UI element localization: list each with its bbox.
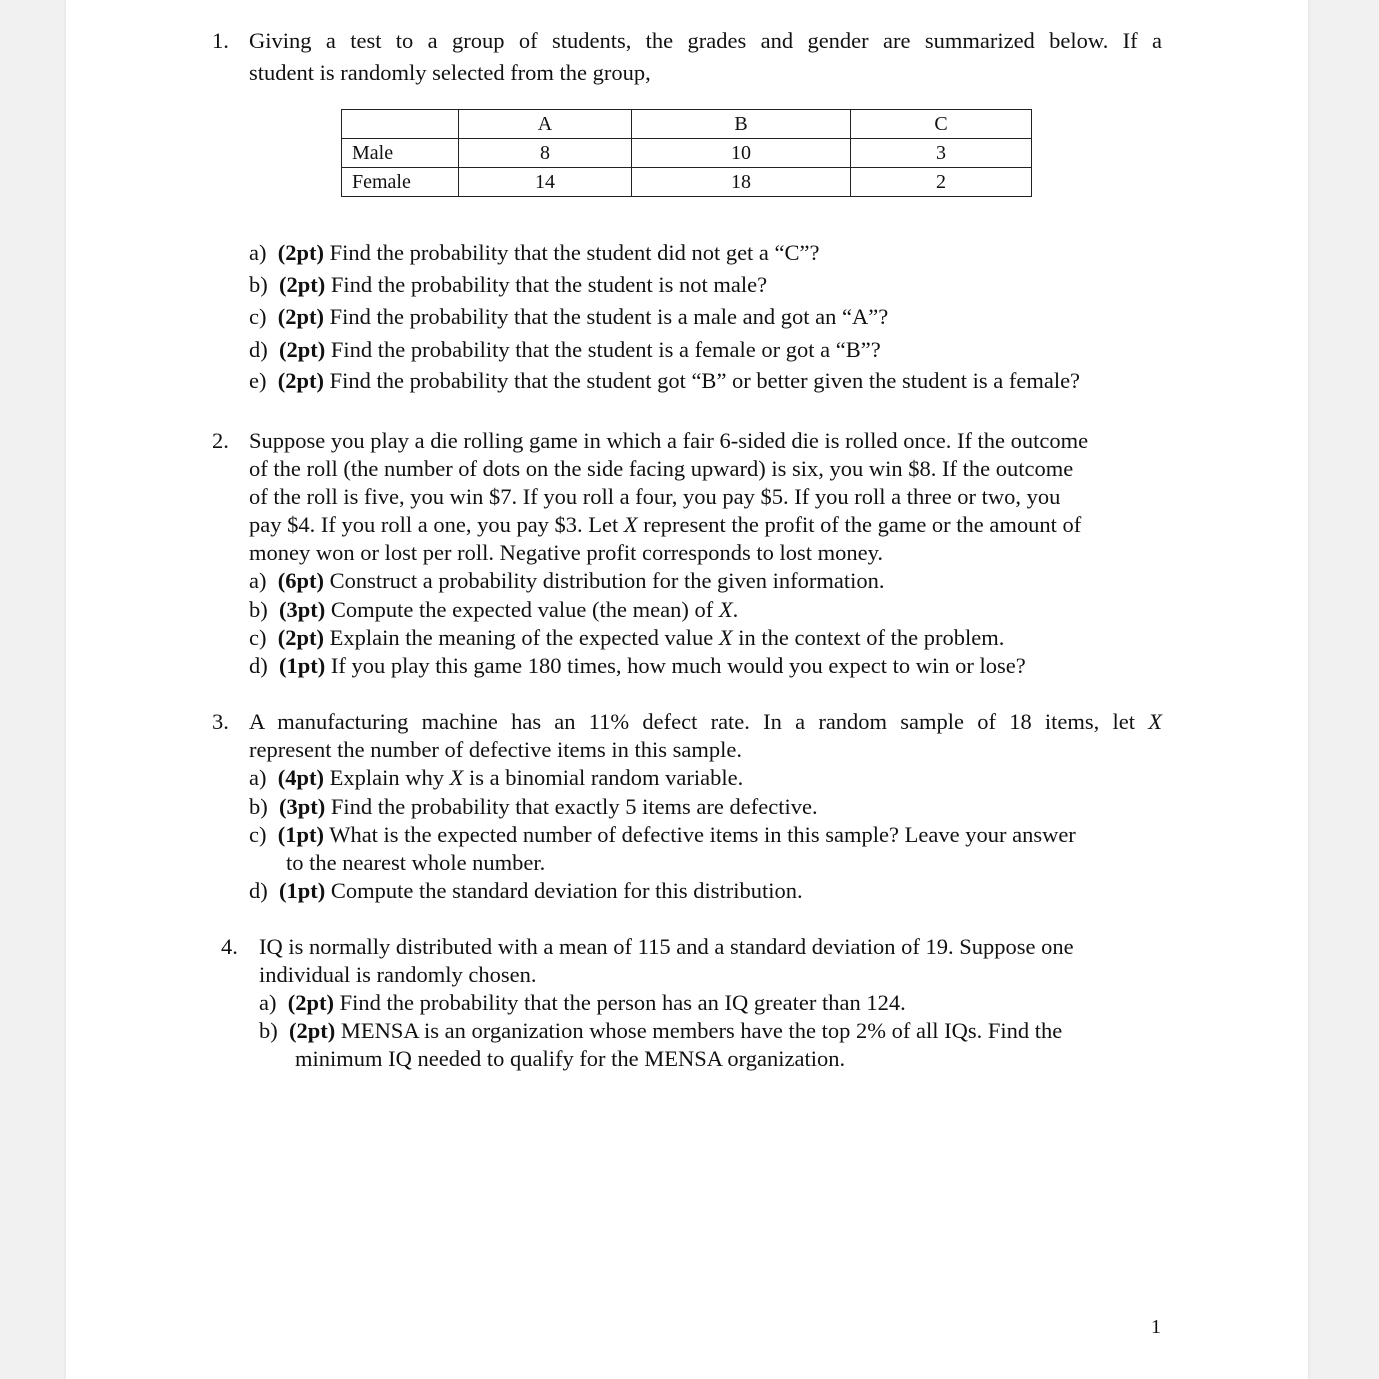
question-4-part-b-continued: minimum IQ needed to qualify for the MENSA organization. bbox=[295, 1046, 846, 1071]
table-cell: 2 bbox=[851, 168, 1032, 197]
question-2-text-line-2: of the roll (the number of dots on the side facing upward) is six, you win $8. If the outcome bbox=[249, 456, 1074, 481]
grades-gender-table bbox=[341, 109, 1032, 197]
table-header-cell: C bbox=[851, 110, 1032, 139]
table-header-cell: B bbox=[632, 110, 851, 139]
table-cell: 3 bbox=[851, 139, 1032, 168]
table-cell: 18 bbox=[632, 168, 851, 197]
question-3-part-c-continued: to the nearest whole number. bbox=[286, 850, 546, 875]
page-number: 1 bbox=[1151, 1316, 1161, 1338]
question-3-part-c: c) (1pt) What is the expected number of defective items in this sample? Leave your answer bbox=[249, 822, 1076, 847]
question-2-part-d: d) (1pt) If you play this game 180 times, how much would you expect to win or lose? bbox=[249, 653, 1026, 678]
question-2-number: 2. bbox=[212, 428, 229, 453]
question-1-part-b: b) (2pt) Find the probability that the student is not male? bbox=[249, 272, 768, 297]
table-cell: 10 bbox=[632, 139, 851, 168]
table-cell: 8 bbox=[459, 139, 632, 168]
question-4-part-b: b) (2pt) MENSA is an organization whose members have the top 2% of all IQs. Find the bbox=[259, 1018, 1063, 1043]
table-row bbox=[342, 168, 1032, 197]
question-2-text-line-5: money won or lost per roll. Negative profit corresponds to lost money. bbox=[249, 540, 884, 565]
question-4-text-line-1: IQ is normally distributed with a mean of 115 and a standard deviation of 19. Suppose one bbox=[259, 934, 1074, 959]
table-cell: 14 bbox=[459, 168, 632, 197]
table-row-label: Male bbox=[342, 139, 459, 168]
question-1-text-line-2: student is randomly selected from the group, bbox=[249, 60, 651, 85]
question-1-text-line-1: Giving a test to a group of students, the grades and gender are summarized below. If a bbox=[249, 28, 1162, 53]
question-3-part-a: a) (4pt) Explain why X is a binomial random variable. bbox=[249, 765, 744, 790]
table-header-cell: A bbox=[459, 110, 632, 139]
question-4-part-a: a) (2pt) Find the probability that the person has an IQ greater than 124. bbox=[259, 990, 906, 1015]
question-2-part-b: b) (3pt) Compute the expected value (the mean) of X. bbox=[249, 597, 739, 622]
question-3-number: 3. bbox=[212, 709, 229, 734]
question-2-part-c: c) (2pt) Explain the meaning of the expected value X in the context of the problem. bbox=[249, 625, 1005, 650]
question-3-part-d: d) (1pt) Compute the standard deviation for this distribution. bbox=[249, 878, 803, 903]
question-4-number: 4. bbox=[221, 934, 238, 959]
question-2-text-line-1: Suppose you play a die rolling game in which a fair 6-sided die is rolled once. If the outcome bbox=[249, 428, 1089, 453]
question-1-number: 1. bbox=[212, 28, 229, 53]
table-header-row bbox=[342, 110, 1032, 139]
question-3-text-line-1: A manufacturing machine has an 11% defect rate. In a random sample of 18 items, let X bbox=[249, 709, 1162, 734]
question-2-text-line-3: of the roll is five, you win $7. If you roll a four, you pay $5. If you roll a three or two, you bbox=[249, 484, 1061, 509]
question-2-part-a: a) (6pt) Construct a probability distribution for the given information. bbox=[249, 568, 885, 593]
table-row bbox=[342, 139, 1032, 168]
question-3-text-line-2: represent the number of defective items in this sample. bbox=[249, 737, 742, 762]
table-row-label: Female bbox=[342, 168, 459, 197]
question-1-part-d: d) (2pt) Find the probability that the student is a female or got a “B”? bbox=[249, 337, 881, 362]
question-1-part-e: e) (2pt) Find the probability that the student got “B” or better given the student is a female? bbox=[249, 368, 1081, 393]
table-header-cell bbox=[342, 110, 459, 139]
question-4-text-line-2: individual is randomly chosen. bbox=[259, 962, 537, 987]
document-page bbox=[66, 0, 1308, 1379]
question-1-part-a: a) (2pt) Find the probability that the student did not get a “C”? bbox=[249, 240, 820, 265]
question-3-part-b: b) (3pt) Find the probability that exactly 5 items are defective. bbox=[249, 794, 818, 819]
question-2-text-line-4: pay $4. If you roll a one, you pay $3. Let X represent the profit of the game or the amount of bbox=[249, 512, 1082, 537]
question-1-part-c: c) (2pt) Find the probability that the student is a male and got an “A”? bbox=[249, 304, 889, 329]
